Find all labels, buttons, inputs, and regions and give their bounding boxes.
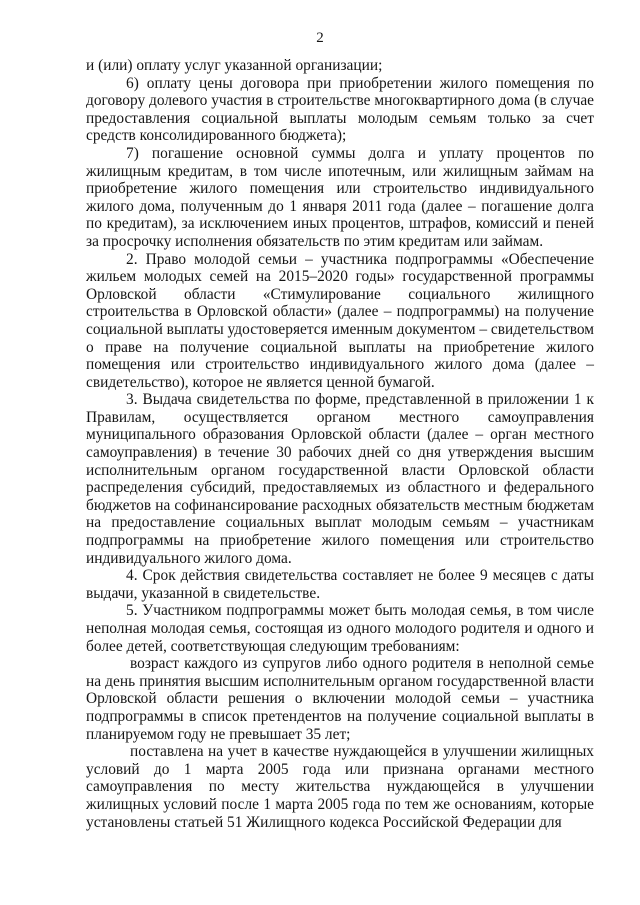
paragraph: поставлена на учет в качестве нуждающейся в улучшении жилищных условий до 1 марта 2005 года или признана органами местного самоуправления по месту жительства нуждающейся в улучшении жилищных условий после 1 марта 2005 года по тем же основаниям, которые установлены статьей 51 Жилищного кодекса Российской Федерации для <box>86 743 594 831</box>
paragraph: возраст каждого из супругов либо одного родителя в неполной семье на день принятия высшим исполнительным органом государственной власти Орловской области решения о включении молодой семьи – участника подпрограммы в список претендентов на получение социальной выплаты в планируемом году не превышает 35 лет; <box>86 655 594 743</box>
paragraph: 3. Выдача свидетельства по форме, представленной в приложении 1 к Правилам, осуществляется органом местного самоуправления муниципального образования Орловской области (далее – орган местного самоуправления) в течение 30 рабочих дней со дня утверждения высшим исполнительным органом государственной власти Орловской области распределения субсидий, предоставляемых из областного и федерального бюджетов на софинансирование расходных обязательств местным бюджетам на предоставление социальных выплат молодым семьям – участникам подпрограммы на приобретение жилого помещения или строительство индивидуального жилого дома. <box>86 391 594 567</box>
paragraph: 5. Участником подпрограммы может быть молодая семья, в том числе неполная молодая семья, состоящая из одного молодого родителя и одного и более детей, соответствующая следующим требованиям: <box>86 602 594 655</box>
paragraph: 6) оплату цены договора при приобретении жилого помещения по договору долевого участия в строительстве многоквартирного дома (в случае предоставления социальной выплаты молодым семьям только за счет средств консолидированного бюджета); <box>86 74 594 145</box>
document-body <box>86 57 594 831</box>
page-number: 2 <box>316 30 324 46</box>
paragraph: 7) погашение основной суммы долга и уплату процентов по жилищным кредитам, в том числе ипотечным, или жилищным займам на приобретение жилого помещения или строительство индивидуального жилого дома, полученным до 1 января 2011 года (далее – погашение долга по кредитам), за исключением иных процентов, штрафов, комиссий и пеней за просрочку исполнения обязательств по этим кредитам или займам. <box>86 144 594 250</box>
paragraph: и (или) оплату услуг указанной организации; <box>86 57 383 74</box>
paragraph: 2. Право молодой семьи – участника подпрограммы «Обеспечение жильем молодых семей на 2015–2020 годы» государственной программы Орловской области «Стимулирование социального жилищного строительства в Орловской области» (далее – подпрограммы) на получение социальной выплаты удостоверяется именным документом – свидетельством о праве на получение социальной выплаты на приобретение жилого помещения или строительство индивидуального жилого дома (далее – свидетельство), которое не является ценной бумагой. <box>86 250 594 391</box>
paragraph: 4. Срок действия свидетельства составляет не более 9 месяцев с даты выдачи, указанной в свидетельстве. <box>86 567 594 602</box>
